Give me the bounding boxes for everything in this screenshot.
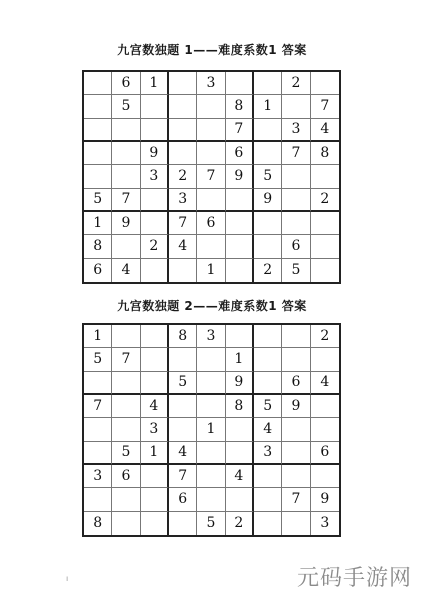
sudoku-cell: 1 — [254, 95, 282, 118]
sudoku-cell: 6 — [282, 372, 310, 395]
sudoku-cell — [112, 372, 140, 395]
sudoku-cell: 7 — [282, 488, 310, 511]
sudoku-cell — [254, 142, 282, 165]
watermark-logo: 元码手游网 — [296, 566, 412, 591]
sudoku-cell — [311, 72, 339, 95]
sudoku-cell — [254, 465, 282, 488]
sudoku-cell — [197, 442, 225, 465]
sudoku-cell: 3 — [141, 418, 169, 441]
sudoku-cell: 1 — [141, 72, 169, 95]
sudoku-cell: 4 — [112, 259, 140, 282]
sudoku-cell — [169, 95, 197, 118]
sudoku-cell — [141, 119, 169, 142]
sudoku-cell — [141, 212, 169, 235]
sudoku-cell — [197, 395, 225, 418]
sudoku-cell: 3 — [320, 515, 330, 532]
sudoku-cell: 2 — [226, 512, 254, 535]
sudoku-cell: 5 — [112, 442, 140, 465]
sudoku-cell — [197, 95, 225, 118]
sudoku-cell — [311, 165, 339, 188]
sudoku-cell — [282, 512, 310, 535]
sudoku-cell — [112, 488, 140, 511]
sudoku-cell — [169, 142, 197, 165]
sudoku-cell — [197, 488, 225, 511]
sudoku-cell — [254, 488, 282, 511]
sudoku-cell: 3 — [141, 165, 169, 188]
sudoku-cell: 9 — [311, 488, 339, 511]
sudoku-cell: 6 — [112, 465, 140, 488]
sudoku-cell: 3 — [197, 72, 225, 95]
sudoku-cell — [282, 442, 310, 465]
sudoku-cell — [84, 119, 112, 142]
sudoku-cell — [141, 372, 169, 395]
sudoku-cell: 4 — [311, 119, 339, 142]
sudoku-cell: 5 — [112, 95, 140, 118]
sudoku-cell: 2 — [311, 325, 339, 348]
sudoku-cell: 1 — [84, 212, 112, 235]
sudoku-grid-2 — [82, 323, 341, 537]
sudoku-cell: 7 — [282, 142, 310, 165]
sudoku-cell — [254, 512, 282, 535]
sudoku-cell — [254, 372, 282, 395]
sudoku-cell: 9 — [226, 165, 254, 188]
sudoku-cell: 7 — [84, 395, 112, 418]
sudoku-cell — [112, 142, 140, 165]
sudoku-cell — [311, 465, 339, 488]
sudoku-cell — [141, 348, 169, 371]
sudoku-cell: 6 — [112, 72, 140, 95]
sudoku-cell — [282, 212, 310, 235]
sudoku-cell: 6 — [169, 488, 197, 511]
sudoku-cell — [311, 418, 339, 441]
sudoku-cell: 2 — [282, 72, 310, 95]
sudoku-cell — [84, 488, 112, 511]
sudoku-cell: 7 — [112, 348, 140, 371]
sudoku-cell — [169, 418, 197, 441]
sudoku-cell — [282, 418, 310, 441]
sudoku-cell: 2 — [169, 165, 197, 188]
sudoku-cell — [197, 235, 225, 258]
sudoku-cell — [226, 442, 254, 465]
sudoku-cell — [141, 259, 169, 282]
sudoku-cell — [84, 72, 112, 95]
sudoku-cell — [226, 235, 254, 258]
sudoku-cell — [141, 465, 169, 488]
sudoku-cell: 7 — [226, 119, 254, 142]
puzzle-2-title: 九宫数独题 2——难度系数1 答案 — [117, 299, 307, 313]
puzzle-1-title: 九宫数独题 1——难度系数1 答案 — [117, 43, 307, 57]
sudoku-cell: 2 — [254, 259, 282, 282]
sudoku-cell — [226, 325, 254, 348]
sudoku-cell — [226, 189, 254, 212]
sudoku-cell: 5 — [254, 395, 282, 418]
sudoku-cell — [311, 212, 339, 235]
sudoku-cell — [84, 142, 112, 165]
sudoku-cell — [84, 442, 112, 465]
sudoku-cell — [311, 235, 339, 258]
sudoku-cell: 9 — [226, 372, 254, 395]
sudoku-cell — [112, 418, 140, 441]
sudoku-cell — [254, 212, 282, 235]
sudoku-cell: 4 — [226, 465, 254, 488]
sudoku-cell: 6 — [84, 259, 112, 282]
sudoku-cell: 2 — [311, 189, 339, 212]
sudoku-cell — [112, 395, 140, 418]
sudoku-cell — [197, 348, 225, 371]
sudoku-cell — [254, 119, 282, 142]
sudoku-cell — [141, 189, 169, 212]
sudoku-cell: 4 — [169, 442, 197, 465]
sudoku-cell — [226, 72, 254, 95]
sudoku-cell — [197, 119, 225, 142]
sudoku-cell — [311, 348, 339, 371]
sudoku-cell — [141, 95, 169, 118]
sudoku-cell — [84, 95, 112, 118]
sudoku-cell — [84, 165, 112, 188]
sudoku-cell: 5 — [84, 348, 112, 371]
sudoku-cell — [141, 488, 169, 511]
sudoku-cell — [112, 235, 140, 258]
sudoku-cell — [311, 259, 339, 282]
sudoku-cell — [169, 72, 197, 95]
sudoku-cell: 5 — [197, 512, 225, 535]
sudoku-cell — [84, 372, 112, 395]
sudoku-cell: 8 — [169, 325, 197, 348]
sudoku-cell — [112, 512, 140, 535]
sudoku-cell — [169, 259, 197, 282]
sudoku-cell: 8 — [226, 395, 254, 418]
sudoku-cell — [226, 259, 254, 282]
sudoku-cell: 3 — [254, 442, 282, 465]
sudoku-cell: 6 — [282, 235, 310, 258]
sudoku-cell — [197, 142, 225, 165]
sudoku-cell: 6 — [197, 212, 225, 235]
sudoku-cell: 8 — [84, 512, 112, 535]
sudoku-cell: 7 — [197, 165, 225, 188]
sudoku-cell — [282, 165, 310, 188]
sudoku-cell: 3 — [84, 465, 112, 488]
sudoku-cell — [169, 395, 197, 418]
sudoku-cell: 8 — [84, 235, 112, 258]
sudoku-cell: 9 — [112, 212, 140, 235]
sudoku-cell — [282, 465, 310, 488]
sudoku-cell — [112, 325, 140, 348]
sudoku-cell: 5 — [169, 372, 197, 395]
sudoku-cell — [254, 325, 282, 348]
sudoku-cell: 5 — [282, 259, 310, 282]
sudoku-cell — [197, 189, 225, 212]
sudoku-cell — [282, 95, 310, 118]
sudoku-cell: 4 — [141, 395, 169, 418]
sudoku-cell — [226, 212, 254, 235]
sudoku-cell: 1 — [197, 259, 225, 282]
sudoku-cell: 9 — [141, 142, 169, 165]
sudoku-cell: 3 — [169, 189, 197, 212]
sudoku-cell: 8 — [311, 142, 339, 165]
sudoku-cell — [254, 235, 282, 258]
sudoku-cell — [112, 165, 140, 188]
sudoku-cell — [169, 348, 197, 371]
sudoku-cell — [169, 119, 197, 142]
sudoku-cell: 1 — [226, 348, 254, 371]
sudoku-cell: 3 — [282, 119, 310, 142]
sudoku-cell — [84, 418, 112, 441]
sudoku-cell — [282, 348, 310, 371]
sudoku-cell: 1 — [197, 418, 225, 441]
sudoku-cell: 5 — [84, 189, 112, 212]
sudoku-cell — [197, 372, 225, 395]
sudoku-cell — [311, 395, 339, 418]
sudoku-cell: 2 — [141, 235, 169, 258]
sudoku-cell — [282, 189, 310, 212]
sudoku-cell: 9 — [282, 395, 310, 418]
sudoku-cell: 7 — [311, 95, 339, 118]
sudoku-cell — [226, 418, 254, 441]
sudoku-cell — [141, 325, 169, 348]
sudoku-cell: 4 — [254, 418, 282, 441]
sudoku-cell — [254, 72, 282, 95]
sudoku-cell — [254, 348, 282, 371]
sudoku-cell: 3 — [197, 325, 225, 348]
sudoku-cell: 6 — [311, 442, 339, 465]
sudoku-cell: 4 — [311, 372, 339, 395]
sudoku-cell — [141, 512, 169, 535]
sudoku-cell — [226, 488, 254, 511]
sudoku-cell: 6 — [226, 142, 254, 165]
sudoku-cell — [112, 119, 140, 142]
sudoku-grid-1 — [82, 70, 341, 284]
sudoku-cell — [282, 325, 310, 348]
page-mark: ı — [66, 574, 69, 583]
sudoku-cell: 9 — [254, 189, 282, 212]
sudoku-cell: 7 — [169, 212, 197, 235]
sudoku-cell — [197, 465, 225, 488]
sudoku-cell — [169, 512, 197, 535]
sudoku-cell: 7 — [169, 465, 197, 488]
sudoku-cell: 7 — [112, 189, 140, 212]
sudoku-cell: 8 — [226, 95, 254, 118]
sudoku-cell: 1 — [141, 442, 169, 465]
sudoku-cell: 1 — [84, 325, 112, 348]
sudoku-cell: 4 — [169, 235, 197, 258]
sudoku-cell: 5 — [254, 165, 282, 188]
